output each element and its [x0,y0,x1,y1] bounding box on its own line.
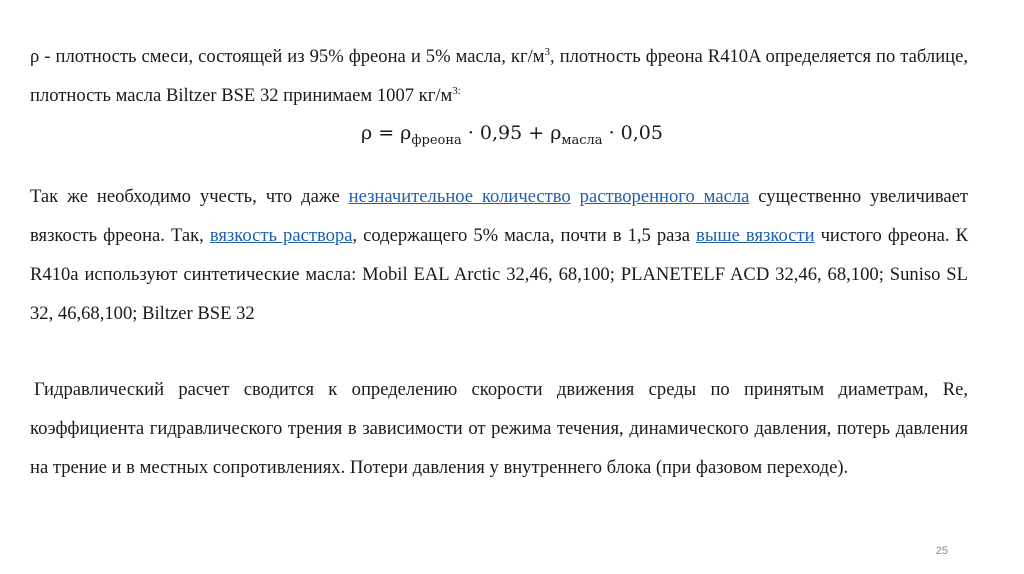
formula-subscript-oil: масла [561,132,603,148]
paragraph-density-text-a: ρ - плотность смеси, состоящей из 95% фреона и 5% масла, кг/м [30,46,545,67]
viscosity-text-4: , содержащего 5% масла, почти в 1,5 раза [352,225,697,246]
paragraph-hydraulic: Гидравлический расчет сводится к определению скорости движения среды по принятым диаметрам, Re, коэффициента гидравлического трения в зависимости от режима течения, динамического давления, потерь давления на трение и в местных сопротивлениях. Потери давления у внутреннего блока (при фазовом переходе). [30,379,968,478]
formula-rhs: · 0,05 [602,122,663,144]
viscosity-text-3: существенно увеличивает вязкость фреона. Так, [30,186,968,246]
formula-middle: · 0,95 + ρ [461,122,562,144]
paragraph-viscosity [30,177,968,333]
density-formula [0,118,1024,156]
viscosity-text-1: Так же необходимо учесть, что даже [30,186,349,207]
superscript-cubic: 3 [544,45,551,58]
formula-lhs: ρ = ρ [361,122,412,144]
superscript-cubic-colon: 3: [452,84,461,97]
formula-subscript-freon: фреона [411,132,462,148]
link-higher-viscosity[interactable]: выше вязкости [696,225,815,246]
link-insignificant-amount[interactable]: незначительное количество [348,186,571,207]
page-number: 25 [935,545,948,557]
link-dissolved-oil[interactable]: растворенного масла [579,186,750,207]
viscosity-text-5: чистого фреона. К R410a используют синтетические масла: Mobil EAL Arctic 32,46, 68,100; PLANETELF ACD 32,46, 68,100; Suniso SL 32, 46,68,100; Biltzer BSE 32 [30,225,969,324]
paragraph-density [30,37,968,115]
viscosity-text-2 [571,186,580,207]
paragraph-density-text-b: , плотность фреона R410A определяется по таблице, плотность масла Biltzer BSE 32 принимаем 1007 кг/м [30,46,968,106]
link-solution-viscosity[interactable]: вязкость раствора [209,225,353,246]
